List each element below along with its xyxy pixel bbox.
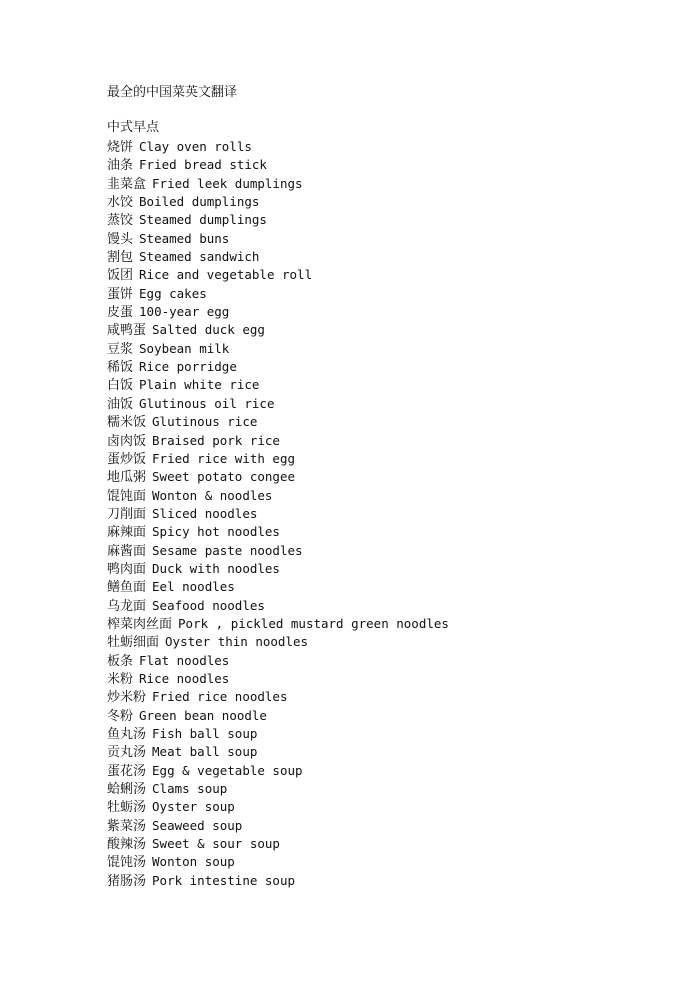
english-dish-name: Meat ball soup <box>152 744 258 760</box>
list-item <box>107 487 449 505</box>
chinese-dish-name: 糯米饭 <box>107 415 147 431</box>
chinese-dish-name: 蛋炒饭 <box>107 451 147 467</box>
english-dish-name: Braised pork rice <box>152 432 280 448</box>
english-dish-name: Fried rice noodles <box>152 689 288 705</box>
chinese-dish-name: 馒头 <box>107 231 134 247</box>
list-item <box>107 817 449 835</box>
chinese-dish-name: 麻酱面 <box>107 543 147 559</box>
list-item <box>107 743 449 761</box>
english-dish-name: Sliced noodles <box>152 505 258 521</box>
list-item <box>107 395 449 413</box>
english-dish-name: Soybean milk <box>139 340 230 356</box>
chinese-dish-name: 蒸饺 <box>107 213 134 229</box>
english-dish-name: Eel noodles <box>152 579 235 595</box>
english-dish-name: Wonton soup <box>152 854 235 870</box>
list-item <box>107 523 449 541</box>
list-item <box>107 633 449 651</box>
english-dish-name: Spicy hot noodles <box>152 524 280 540</box>
english-dish-name: Plain white rice <box>139 377 260 393</box>
list-item <box>107 266 449 284</box>
chinese-dish-name: 麻辣面 <box>107 525 147 541</box>
english-dish-name: Egg & vegetable soup <box>152 762 303 778</box>
english-dish-name: Green bean noodle <box>139 707 267 723</box>
chinese-dish-name: 咸鸭蛋 <box>107 323 147 339</box>
english-dish-name: Boiled dumplings <box>139 194 260 210</box>
chinese-dish-name: 炒米粉 <box>107 690 147 706</box>
list-item <box>107 615 449 633</box>
english-dish-name: Rice and vegetable roll <box>139 267 313 283</box>
english-dish-name: Fried rice with egg <box>152 450 296 466</box>
chinese-dish-name: 油饭 <box>107 396 134 412</box>
chinese-dish-name: 馄饨汤 <box>107 855 147 871</box>
list-item <box>107 211 449 229</box>
english-dish-name: Seaweed soup <box>152 817 243 833</box>
chinese-dish-name: 馄饨面 <box>107 488 147 504</box>
english-dish-name: Duck with noodles <box>152 560 280 576</box>
list-item <box>107 340 449 358</box>
chinese-dish-name: 牡蛎细面 <box>107 635 160 651</box>
chinese-dish-name: 地瓜粥 <box>107 470 147 486</box>
english-dish-name: Clams soup <box>152 781 228 797</box>
english-dish-name: Steamed sandwich <box>139 249 260 265</box>
list-item <box>107 432 449 450</box>
english-dish-name: Clay oven rolls <box>139 139 252 154</box>
english-dish-name: Rice porridge <box>139 359 237 375</box>
list-item <box>107 652 449 670</box>
english-dish-name: Sweet & sour soup <box>152 836 280 852</box>
chinese-dish-name: 牡蛎汤 <box>107 800 147 816</box>
english-dish-name: Glutinous oil rice <box>139 395 275 411</box>
english-dish-name: Rice noodles <box>139 670 230 686</box>
chinese-dish-name: 割包 <box>107 250 134 266</box>
list-item <box>107 321 449 339</box>
chinese-dish-name: 白饭 <box>107 378 134 394</box>
list-item <box>107 248 449 266</box>
list-item <box>107 175 449 193</box>
chinese-dish-name: 水饺 <box>107 195 134 211</box>
section-heading: 中式早点 <box>107 120 160 135</box>
english-dish-name: Seafood noodles <box>152 597 265 613</box>
list-item <box>107 780 449 798</box>
list-item <box>107 193 449 211</box>
english-dish-name: Flat noodles <box>139 652 230 668</box>
list-item <box>107 762 449 780</box>
chinese-dish-name: 稀饭 <box>107 360 134 376</box>
list-item <box>107 505 449 523</box>
english-dish-name: Fried leek dumplings <box>152 175 303 191</box>
list-item <box>107 725 449 743</box>
chinese-dish-name: 乌龙面 <box>107 598 147 614</box>
list-item <box>107 707 449 725</box>
list-item <box>107 798 449 816</box>
list-item <box>107 450 449 468</box>
chinese-dish-name: 豆浆 <box>107 341 134 357</box>
document-title: 最全的中国菜英文翻译 <box>107 85 238 100</box>
list-item <box>107 230 449 248</box>
english-dish-name: Oyster thin noodles <box>165 634 309 650</box>
english-dish-name: Egg cakes <box>139 285 207 301</box>
chinese-dish-name: 紫菜汤 <box>107 818 147 834</box>
list-item <box>107 468 449 486</box>
list-item <box>107 670 449 688</box>
english-dish-name: Wonton & noodles <box>152 487 273 503</box>
english-dish-name: Pork , pickled mustard green noodles <box>178 615 449 631</box>
chinese-dish-name: 皮蛋 <box>107 305 134 321</box>
chinese-dish-name: 贡丸汤 <box>107 745 147 761</box>
english-dish-name: 100-year egg <box>139 304 230 320</box>
list-item <box>107 560 449 578</box>
chinese-dish-name: 油条 <box>107 158 134 174</box>
list-item <box>107 853 449 871</box>
chinese-dish-name: 冬粉 <box>107 708 134 724</box>
menu-list <box>107 138 449 890</box>
list-item <box>107 578 449 596</box>
chinese-dish-name: 韭菜盒 <box>107 176 147 192</box>
list-item <box>107 156 449 174</box>
english-dish-name: Salted duck egg <box>152 322 265 338</box>
chinese-dish-name: 刀削面 <box>107 506 147 522</box>
chinese-dish-name: 米粉 <box>107 671 134 687</box>
english-dish-name: Sweet potato congee <box>152 469 296 485</box>
chinese-dish-name: 饭团 <box>107 268 134 284</box>
chinese-dish-name: 蛋饼 <box>107 286 134 302</box>
list-item <box>107 872 449 890</box>
english-dish-name: Pork intestine soup <box>152 872 296 888</box>
chinese-dish-name: 酸辣汤 <box>107 837 147 853</box>
list-item <box>107 835 449 853</box>
chinese-dish-name: 鸭肉面 <box>107 561 147 577</box>
english-dish-name: Steamed buns <box>139 230 230 246</box>
list-item <box>107 542 449 560</box>
chinese-dish-name: 板条 <box>107 653 134 669</box>
chinese-dish-name: 鱼丸汤 <box>107 727 147 742</box>
list-item <box>107 303 449 321</box>
chinese-dish-name: 蛋花汤 <box>107 763 147 779</box>
list-item <box>107 597 449 615</box>
chinese-dish-name: 鳝鱼面 <box>107 580 147 596</box>
list-item <box>107 376 449 394</box>
list-item <box>107 358 449 376</box>
chinese-dish-name: 榨菜肉丝面 <box>107 616 173 632</box>
english-dish-name: Fish ball soup <box>152 726 258 741</box>
list-item <box>107 285 449 303</box>
english-dish-name: Glutinous rice <box>152 414 258 430</box>
list-item <box>107 138 449 156</box>
english-dish-name: Fried bread stick <box>139 157 267 173</box>
chinese-dish-name: 蛤蜊汤 <box>107 782 147 798</box>
list-item <box>107 688 449 706</box>
english-dish-name: Sesame paste noodles <box>152 542 303 558</box>
chinese-dish-name: 猪肠汤 <box>107 873 147 889</box>
english-dish-name: Oyster soup <box>152 799 235 815</box>
chinese-dish-name: 烧饼 <box>107 140 134 155</box>
english-dish-name: Steamed dumplings <box>139 212 267 228</box>
chinese-dish-name: 卤肉饭 <box>107 433 147 449</box>
list-item <box>107 413 449 431</box>
